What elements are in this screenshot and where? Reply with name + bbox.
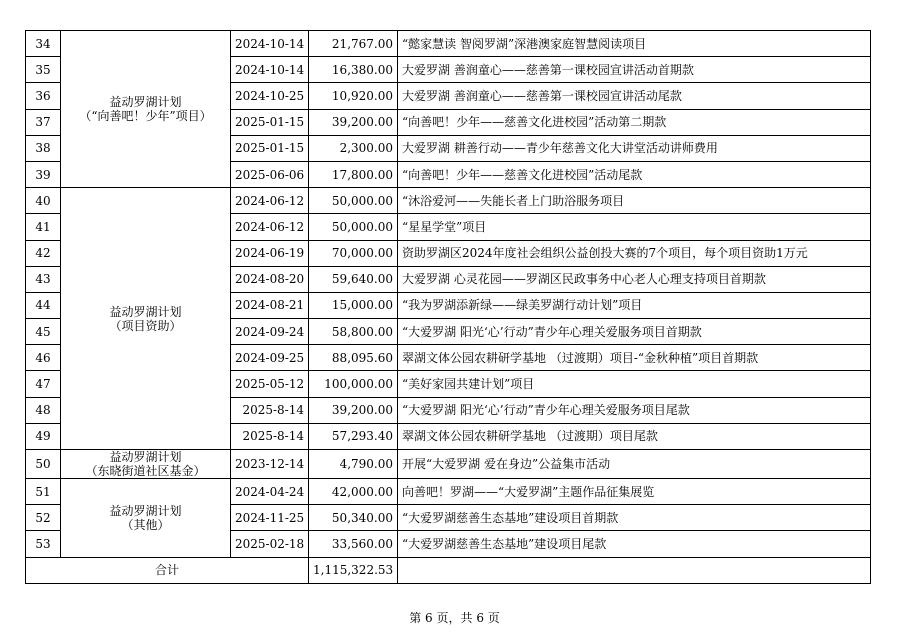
row-description: “美好家园共建计划”项目 — [398, 371, 871, 397]
project-group-cell — [61, 188, 231, 450]
row-description: “我为罗湖添新绿——绿美罗湖行动计划”项目 — [398, 292, 871, 318]
row-description: 大爱罗湖 耕善行动——青少年慈善文化大讲堂活动讲师费用 — [398, 135, 871, 161]
donation-ledger-table — [25, 30, 871, 584]
row-amount: 15,000.00 — [309, 292, 398, 318]
row-amount: 50,000.00 — [309, 188, 398, 214]
row-date: 2024-10-14 — [231, 57, 309, 83]
row-number: 40 — [26, 188, 61, 214]
row-date: 2024-08-20 — [231, 266, 309, 292]
row-number: 39 — [26, 161, 61, 187]
row-description: 开展“大爱罗湖 爱在身边”公益集市活动 — [398, 450, 871, 479]
row-number: 50 — [26, 450, 61, 479]
row-date: 2024-06-12 — [231, 214, 309, 240]
row-number: 51 — [26, 479, 61, 505]
row-date: 2025-01-15 — [231, 109, 309, 135]
row-description: 翠湖文体公园农耕研学基地 （过渡期）项目-“金秋种植”项目首期款 — [398, 345, 871, 371]
row-number: 34 — [26, 31, 61, 57]
row-description: “向善吧！少年——慈善文化进校园”活动尾款 — [398, 161, 871, 187]
row-date: 2023-12-14 — [231, 450, 309, 479]
row-amount: 39,200.00 — [309, 397, 398, 423]
project-group-name: 益动罗湖计划 — [109, 503, 182, 518]
row-number: 35 — [26, 57, 61, 83]
row-description: “星星学堂”项目 — [398, 214, 871, 240]
row-description: “大爱罗湖 阳光‘心’行动”青少年心理关爱服务项目首期款 — [398, 319, 871, 345]
row-amount: 42,000.00 — [309, 479, 398, 505]
row-amount: 57,293.40 — [309, 423, 398, 449]
row-amount: 50,000.00 — [309, 214, 398, 240]
table-row — [26, 31, 871, 57]
row-description: 翠湖文体公园农耕研学基地 （过渡期）项目尾款 — [398, 423, 871, 449]
project-group-cell — [61, 479, 231, 558]
row-date: 2024-08-21 — [231, 292, 309, 318]
row-date: 2025-01-15 — [231, 135, 309, 161]
row-date: 2024-10-14 — [231, 31, 309, 57]
row-date: 2024-06-12 — [231, 188, 309, 214]
row-description: 大爱罗湖 善润童心——慈善第一课校园宣讲活动首期款 — [398, 57, 871, 83]
row-date: 2024-11-25 — [231, 505, 309, 531]
project-group-name: 益动罗湖计划 — [109, 304, 182, 319]
total-amount: 1,115,322.53 — [309, 557, 398, 583]
row-date: 2024-09-25 — [231, 345, 309, 371]
row-number: 49 — [26, 423, 61, 449]
table-row — [26, 479, 871, 505]
project-group-subtitle: （“向善吧！少年”项目） — [79, 109, 212, 124]
row-description: “向善吧！少年——慈善文化进校园”活动第二期款 — [398, 109, 871, 135]
row-amount: 17,800.00 — [309, 161, 398, 187]
row-description: 大爱罗湖 心灵花园——罗湖区民政事务中心老人心理支持项目首期款 — [398, 266, 871, 292]
row-description: 向善吧！罗湖——“大爱罗湖”主题作品征集展览 — [398, 479, 871, 505]
row-date: 2025-8-14 — [231, 397, 309, 423]
row-amount: 4,790.00 — [309, 450, 398, 479]
row-amount: 59,640.00 — [309, 266, 398, 292]
table-row — [26, 188, 871, 214]
project-group-name: 益动罗湖计划 — [109, 450, 182, 464]
row-amount: 16,380.00 — [309, 57, 398, 83]
row-amount: 70,000.00 — [309, 240, 398, 266]
row-number: 52 — [26, 505, 61, 531]
row-number: 45 — [26, 319, 61, 345]
row-number: 36 — [26, 83, 61, 109]
total-label: 合计 — [26, 557, 309, 583]
row-amount: 39,200.00 — [309, 109, 398, 135]
row-number: 44 — [26, 292, 61, 318]
row-amount: 2,300.00 — [309, 135, 398, 161]
row-amount: 21,767.00 — [309, 31, 398, 57]
row-amount: 100,000.00 — [309, 371, 398, 397]
row-number: 43 — [26, 266, 61, 292]
row-number: 53 — [26, 531, 61, 557]
row-number: 38 — [26, 135, 61, 161]
row-date: 2024-09-24 — [231, 319, 309, 345]
row-date: 2024-10-25 — [231, 83, 309, 109]
row-amount: 58,800.00 — [309, 319, 398, 345]
row-amount: 10,920.00 — [309, 83, 398, 109]
row-amount: 50,340.00 — [309, 505, 398, 531]
project-group-cell — [61, 450, 231, 479]
row-description: 资助罗湖区2024年度社会组织公益创投大赛的7个项目，每个项目资助1万元 — [398, 240, 871, 266]
row-amount: 88,095.60 — [309, 345, 398, 371]
row-description: “大爱罗湖慈善生态基地”建设项目尾款 — [398, 531, 871, 557]
page-footer: 第 6 页，共 6 页 — [409, 611, 500, 625]
row-description: “大爱罗湖 阳光‘心’行动”青少年心理关爱服务项目尾款 — [398, 397, 871, 423]
row-number: 41 — [26, 214, 61, 240]
project-group-subtitle: （其他） — [121, 517, 170, 532]
project-group-name: 益动罗湖计划 — [109, 95, 182, 110]
row-date: 2025-8-14 — [231, 423, 309, 449]
row-description: “沐浴爱河——失能长者上门助浴服务项目 — [398, 188, 871, 214]
project-group-cell — [61, 31, 231, 188]
row-number: 47 — [26, 371, 61, 397]
row-number: 37 — [26, 109, 61, 135]
row-number: 42 — [26, 240, 61, 266]
row-number: 46 — [26, 345, 61, 371]
row-date: 2025-02-18 — [231, 531, 309, 557]
row-description: 大爱罗湖 善润童心——慈善第一课校园宣讲活动尾款 — [398, 83, 871, 109]
total-row — [26, 557, 871, 583]
row-date: 2024-06-19 — [231, 240, 309, 266]
row-date: 2024-04-24 — [231, 479, 309, 505]
table-row — [26, 450, 871, 479]
row-date: 2025-06-06 — [231, 161, 309, 187]
row-description: “懿家慧读 智阅罗湖”深港澳家庭智慧阅读项目 — [398, 31, 871, 57]
row-number: 48 — [26, 397, 61, 423]
row-description: “大爱罗湖慈善生态基地”建设项目首期款 — [398, 505, 871, 531]
project-group-subtitle: （项目资助） — [109, 318, 182, 333]
project-group-subtitle: （东晓街道社区基金） — [85, 464, 206, 478]
row-amount: 33,560.00 — [309, 531, 398, 557]
row-date: 2025-05-12 — [231, 371, 309, 397]
total-blank-cell — [398, 557, 871, 583]
